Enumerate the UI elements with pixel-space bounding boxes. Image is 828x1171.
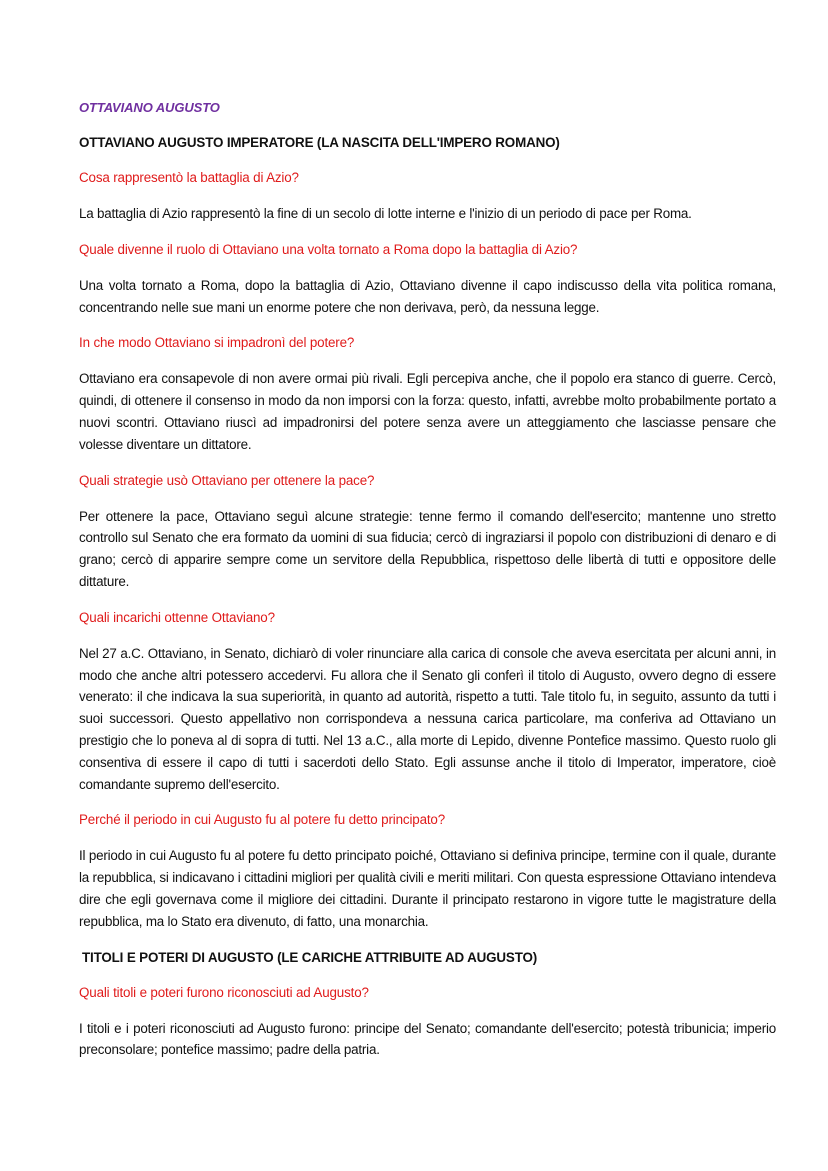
question-incarichi: Quali incarichi ottenne Ottaviano? [79, 609, 275, 625]
answer-principato: Il periodo in cui Augusto fu al potere fu detto principato poiché, Ottaviano si definiva principe, termine con il quale, durante la repubblica, si indicavano i cittadini migliori per qualità civili e meriti militari. Con questa espressione Ottaviano intendeva dire che egli governava come il migliore dei cittadini. Durante il principato restarono in vigore tutte le magistrature della repubblica, ma lo Stato era divenuto, di fatto, una monarchia. [79, 848, 776, 929]
answer-potere: Ottaviano era consapevole di non avere ormai più rivali. Egli percepiva anche, che il popolo era stanco di guerre. Cercò, quindi, di ottenere il consenso in modo da non imporsi con la forza: questo, infatti, avrebbe molto probabilmente portato a nuovi scontri. Ottaviano riuscì ad impadronirsi del potere senza avere un atteggiamento che lasciasse pensare che volesse diventare un dittatore. [79, 371, 776, 452]
question-titoli: Quali titoli e poteri furono riconosciuti ad Augusto? [79, 984, 369, 1000]
question-ruolo: Quale divenne il ruolo di Ottaviano una volta tornato a Roma dopo la battaglia di Azio? [79, 241, 578, 257]
section-heading: OTTAVIANO AUGUSTO IMPERATORE (LA NASCITA DELL'IMPERO ROMANO) [79, 135, 560, 150]
question-strategie: Quali strategie usò Ottaviano per ottenere la pace? [79, 472, 375, 488]
answer-titoli: I titoli e i poteri riconosciuti ad Augusto furono: principe del Senato; comandante dell'esercito; potestà tribunicia; imperio preconsolare; pontefice massimo; padre della patria. [79, 1020, 776, 1058]
question-potere: In che modo Ottaviano si impadronì del potere? [79, 335, 355, 351]
section-imperatore [79, 135, 776, 933]
section-titoli-poteri [79, 950, 776, 1062]
answer-ruolo: Una volta tornato a Roma, dopo la battaglia di Azio, Ottaviano divenne il capo indiscusso della vita politica romana, concentrando nelle sue mani un enorme potere che non derivava, però, da nessuna legge. [79, 277, 776, 315]
question-azio: Cosa rappresentò la battaglia di Azio? [79, 170, 299, 185]
answer-strategie: Per ottenere la pace, Ottaviano seguì alcune strategie: tenne fermo il comando dell'esercito; mantenne uno stretto controllo sul Senato che era formato da uomini di sua fiducia; cercò di ingraziarsi il popolo con distribuzioni di denaro e di grano; cercò di apparire sempre come un servitore della Repubblica, rispettoso delle libertà di tutti e oppositore delle dittature. [79, 508, 776, 589]
answer-incarichi: Nel 27 a.C. Ottaviano, in Senato, dichiarò di voler rinunciare alla carica di console che aveva esercitata per alcuni anni, in modo che anche altri potessero accedervi. Fu allora che il Senato gli conferì il titolo di Augusto, ovvero degno di essere venerato: il che indicava la sua superiorità, in quanto ad autorità, rispetto a tutti. Tale titolo fu, in seguito, assunto da tutti i suoi successori. Questo appellativo non corrispondeva a nessuna carica particolare, ma conferiva ad Ottaviano un prestigio che lo poneva al di sopra di tutti. Nel 13 a.C., alla morte di Lepido, divenne Pontefice massimo. Questo ruolo gli consentiva di essere il capo di tutti i sacerdoti dello Stato. Egli assunse anche il titolo di Imperator, imperatore, cioè comandante supremo dell'esercito. [79, 645, 776, 792]
question-principato: Perché il periodo in cui Augusto fu al potere fu detto principato? [79, 812, 446, 828]
document-page [79, 100, 776, 1078]
document-title: OTTAVIANO AUGUSTO [79, 100, 220, 115]
section-heading: TITOLI E POTERI DI AUGUSTO (LE CARICHE ATTRIBUITE AD AUGUSTO) [82, 949, 538, 965]
answer-azio: La battaglia di Azio rappresentò la fine di un secolo di lotte interne e l'inizio di un periodo di pace per Roma. [79, 206, 692, 221]
